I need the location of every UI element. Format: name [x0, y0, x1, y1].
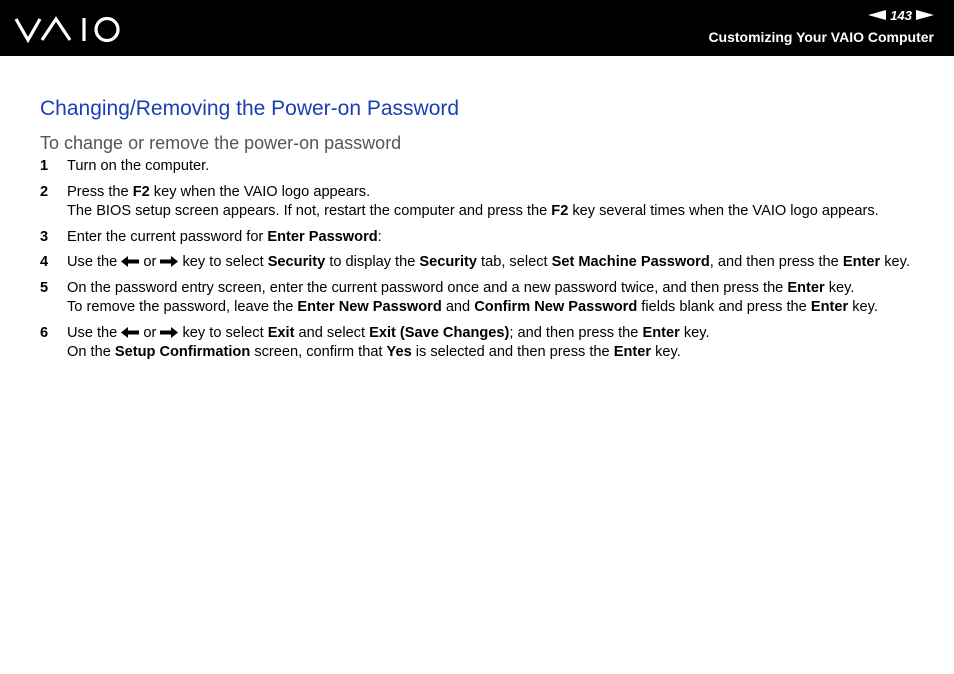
prev-page-arrow-icon[interactable] [868, 10, 886, 20]
right-arrow-key-icon [160, 327, 178, 338]
next-page-arrow-icon[interactable] [916, 10, 934, 20]
option-name: Yes [386, 344, 412, 360]
field-name: Enter Password [267, 228, 378, 245]
step-number: 2 [40, 183, 49, 200]
text: key when the VAIO logo appears. [149, 183, 371, 200]
option-name: Exit (Save Changes) [369, 324, 510, 341]
text: The BIOS setup screen appears. If not, restart the computer and press the [67, 203, 552, 219]
vaio-logo [14, 14, 122, 44]
step-5 [40, 279, 920, 318]
step-4 [40, 253, 920, 273]
procedure-heading: To change or remove the power-on password [40, 133, 402, 153]
key-name: Enter [842, 254, 881, 270]
step-number: 5 [40, 279, 49, 296]
text: is selected and then press the [411, 344, 614, 360]
page-title: Changing/Removing the Power-on Password [40, 97, 460, 120]
step-number: 1 [40, 158, 49, 174]
field-name: Enter New Password [297, 299, 442, 315]
text: or [139, 324, 161, 341]
page-number: 143 [890, 7, 912, 23]
text: key. [848, 299, 878, 315]
step-text [67, 157, 920, 177]
text: To remove the password, leave the [67, 299, 298, 315]
text: screen, confirm that [250, 344, 387, 360]
step-1 [40, 157, 920, 177]
text: and [441, 299, 475, 315]
step-text [67, 183, 920, 222]
page-header [0, 0, 954, 56]
text: key several times when the VAIO logo appears. [568, 203, 879, 219]
menu-name: Security [267, 254, 326, 270]
text: key to select [178, 324, 268, 341]
step-6 [40, 324, 920, 363]
step-text [67, 324, 920, 363]
section-title: Customizing Your VAIO Computer [708, 29, 934, 45]
text: key. [679, 324, 710, 341]
text: tab, select [476, 254, 552, 270]
text: fields blank and press the [637, 299, 811, 315]
step-number: 4 [40, 254, 49, 270]
text: key. [651, 344, 681, 360]
key-name: Enter [810, 299, 849, 315]
text: : [377, 228, 382, 245]
step-3 [40, 228, 920, 248]
text: or [139, 254, 161, 270]
step-2 [40, 183, 920, 222]
page-content [40, 95, 920, 369]
text: Use the [67, 324, 122, 341]
text: ; and then press the [509, 324, 643, 341]
key-name: Enter [787, 279, 825, 296]
text: Press the [67, 183, 133, 200]
text: to display the [325, 254, 420, 270]
text: key to select [178, 254, 268, 270]
text: Use the [67, 254, 122, 270]
text: and select [294, 324, 370, 341]
step-text [67, 253, 920, 273]
page-navigation [868, 7, 934, 23]
step-text [67, 228, 920, 248]
text: Enter the current password for [67, 228, 268, 245]
text: On the password entry screen, enter the current password once and a new password twice, and then press the [67, 279, 788, 296]
left-arrow-key-icon [121, 256, 139, 267]
text: key. [824, 279, 855, 296]
option-name: Set Machine Password [551, 254, 710, 270]
left-arrow-key-icon [121, 327, 139, 338]
screen-name: Setup Confirmation [114, 344, 251, 360]
step-text [67, 279, 920, 318]
key-name: F2 [132, 183, 150, 200]
text: , and then press the [709, 254, 843, 270]
steps-list [40, 157, 920, 363]
text: key. [880, 254, 910, 270]
text: On the [67, 344, 115, 360]
key-name: F2 [551, 203, 569, 219]
field-name: Confirm New Password [474, 299, 638, 315]
menu-name: Exit [267, 324, 295, 341]
step-number: 3 [40, 228, 49, 245]
step-number: 6 [40, 324, 49, 341]
tab-name: Security [419, 254, 477, 270]
right-arrow-key-icon [160, 256, 178, 267]
key-name: Enter [642, 324, 680, 341]
step-1-text: Turn on the computer. [67, 158, 210, 174]
key-name: Enter [613, 344, 652, 360]
